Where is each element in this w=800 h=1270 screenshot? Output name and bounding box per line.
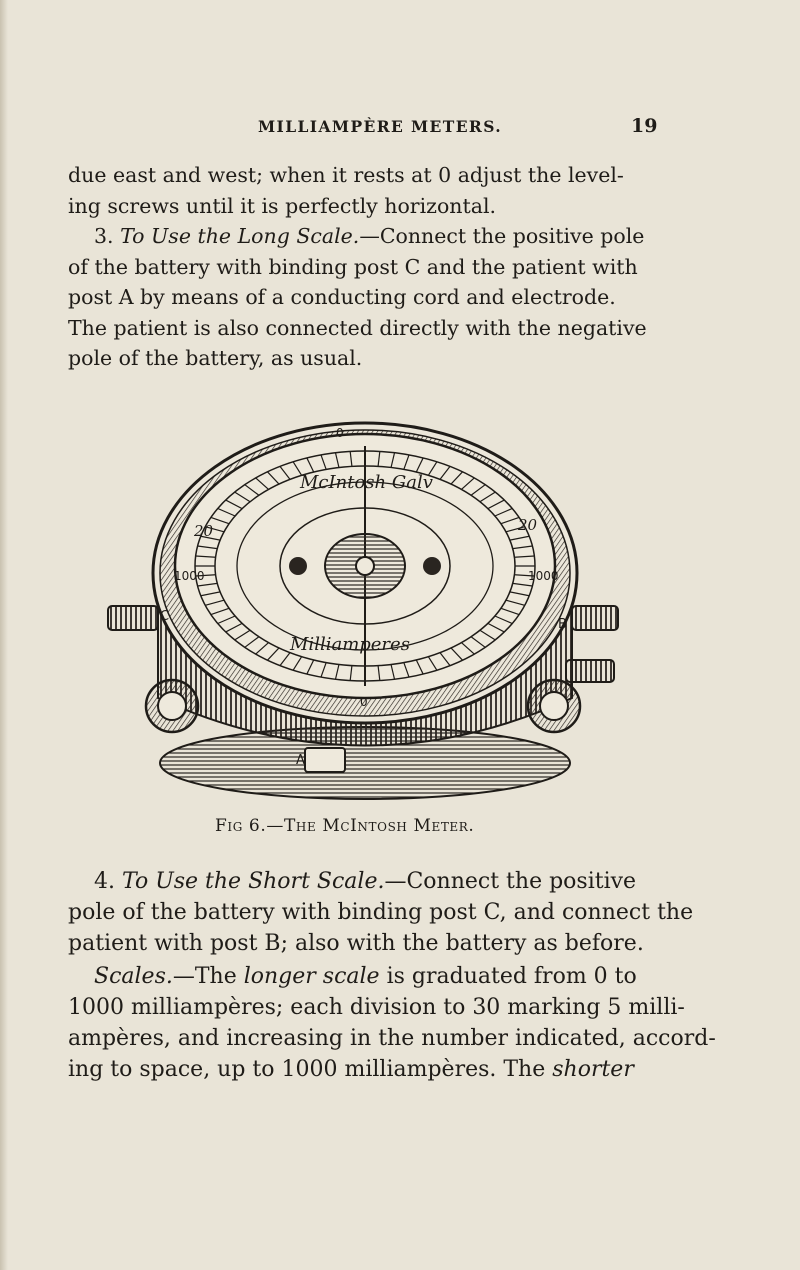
text-line: pole of the battery, as usual.: [68, 346, 363, 370]
scale-label-right-20: 20: [518, 516, 538, 534]
scale-label-left-1000: 1000: [174, 569, 205, 583]
item-heading: To Use the Short Scale.: [122, 869, 385, 894]
left-adjust-screw: [289, 557, 307, 575]
item-4-short-scale: [68, 866, 718, 959]
text-fragment: ing to space, up to 1000 milliampères. The: [68, 1057, 553, 1082]
caption-title: The McIntosh Meter.: [283, 816, 475, 836]
item-3-long-scale: [68, 221, 718, 374]
running-title: MILLIAMPÈRE METERS.: [258, 117, 503, 136]
text-line: ing screws until it is perfectly horizontal.: [68, 193, 497, 218]
text-fragment: —Connect the positive pole: [359, 224, 645, 248]
right-adjust-screw: [423, 557, 441, 575]
compass-pivot: [356, 557, 374, 575]
left-screw-head: [158, 692, 186, 720]
text-line: [68, 1054, 718, 1085]
text-line: The patient is also connected directly with the negative: [68, 315, 647, 340]
text-line: ampères, and increasing in the number indicated, accord-: [68, 1026, 716, 1051]
scale-label-bottom-zero: 0: [360, 695, 368, 709]
paragraph-continuation: [68, 160, 718, 221]
item-number: 4.: [94, 869, 115, 894]
page-edge: [0, 0, 8, 1270]
emphasis-shorter: shorter: [552, 1057, 634, 1082]
item-heading: To Use the Long Scale.: [120, 224, 360, 248]
text-fragment: —The: [172, 964, 244, 989]
page-number: 19: [631, 115, 658, 137]
emphasis-longer-scale: longer scale: [243, 964, 380, 989]
meter-engraving: [100, 388, 620, 808]
text-line: [68, 961, 718, 992]
text-line: post A by means of a conducting cord and electrode.: [68, 285, 616, 309]
scale-label-top-zero: 0: [336, 426, 344, 440]
figure-caption: [215, 816, 474, 836]
binding-post-c: [108, 606, 158, 630]
text-fragment: —Connect the positive: [384, 869, 637, 894]
item-number: 3.: [94, 224, 114, 248]
dial-script-bottom: Milliamperes: [290, 634, 410, 655]
scales-heading: Scales.: [94, 964, 173, 989]
scales-paragraph: [68, 961, 718, 1085]
text-line: 1000 milliampères; each division to 30 marking 5 milli-: [68, 995, 685, 1020]
text-line: [68, 221, 718, 252]
scale-label-right-1000: 1000: [528, 569, 559, 583]
scale-label-left-20: 20: [194, 522, 214, 540]
binding-post-b: [572, 606, 618, 630]
text-line: [68, 866, 718, 897]
right-screw-head: [540, 692, 568, 720]
post-label-c: C: [160, 609, 170, 624]
text-fragment: is graduated from 0 to: [379, 964, 637, 989]
running-head: [0, 117, 800, 139]
text-line: patient with post B; also with the battery as before.: [68, 931, 644, 956]
post-label-a: A: [296, 753, 305, 768]
text-line: due east and west; when it rests at 0 adjust the level-: [68, 163, 624, 187]
text-line: pole of the battery with binding post C, and connect the: [68, 900, 694, 925]
text-line: of the battery with binding post C and the patient with: [68, 254, 638, 279]
post-label-b: B: [558, 617, 567, 632]
mcintosh-meter-figure: [100, 388, 620, 808]
dial-script-top: McIntosh Galv: [300, 472, 433, 493]
binding-post-a: [566, 660, 614, 682]
caption-prefix: Fig 6.—: [215, 816, 284, 836]
front-clamp: [305, 748, 345, 772]
